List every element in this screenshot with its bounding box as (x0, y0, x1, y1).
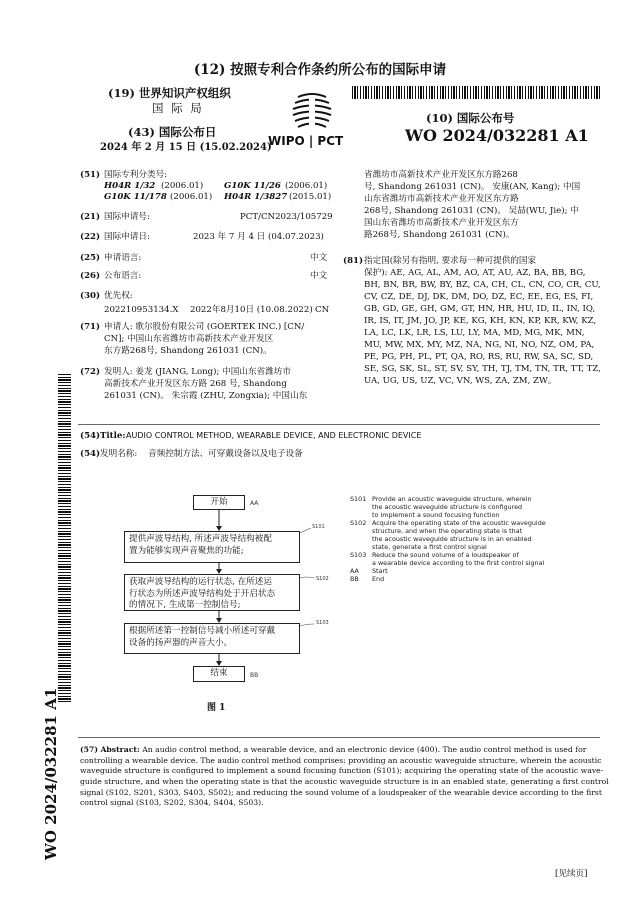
field-21-num: (21) (80, 212, 101, 222)
inventor-line: 261031 (CN)。 朱宗霞 (ZHU, Zongxia); 中国山东 (104, 391, 308, 401)
inventor-cont-line: 号, Shandong 261031 (CN)。 安康(AN, Kang); 中国 (364, 182, 581, 192)
legend-item (350, 519, 620, 551)
flow-step-text: 置为能够实现声音聚焦的功能; (129, 545, 244, 556)
ipc-version: (2006.01) (285, 181, 328, 191)
designated-states-line: LA, LC, LK, LR, LS, LU, LY, MA, MD, MG, MK, MN, (364, 328, 585, 338)
pub-date: 2024 年 2 月 15 日 (15.02.2024) (100, 142, 272, 153)
legend-text (372, 551, 544, 567)
designated-states-line: BH, BN, BR, BW, BY, BZ, CA, CH, CL, CN, CO, CR, CU, (364, 280, 601, 290)
designated-states-line: UA, UG, US, UZ, VC, VN, WS, ZA, ZM, ZW。 (364, 376, 557, 386)
pub-no-label: (10) 国际公布号 (426, 111, 515, 125)
priority-date: 2022年8月10日 (10.08.2022) (190, 305, 313, 315)
abstract-line: guide structure, and when the operating state is that the acoustic waveguide structure is in an enabled state, generating a first control (80, 776, 609, 786)
ipc-code: G10K 11/178 (104, 192, 167, 202)
title-en-num: (54) (80, 431, 101, 441)
legend-code: S102 (350, 519, 367, 527)
legend-code: S103 (350, 551, 367, 559)
field-26-label: 公布语言: (104, 271, 142, 281)
designated-states-line: SE, SG, SK, SL, ST, SV, SY, TH, TJ, TM, TN, TR, TT, TZ, (364, 364, 601, 374)
legend-item (350, 567, 620, 575)
priority-number: 202210953134.X (104, 305, 179, 315)
field-71-num: (71) (80, 322, 101, 332)
legend-line: structure, and when the operating state is that (372, 527, 523, 535)
ipc-code: G10K 11/26 (224, 181, 281, 191)
abstract-line: control signal (S103, S202, S304, S404, S503). (80, 798, 264, 808)
field-51-num: (51) (80, 170, 101, 180)
field-72-num: (72) (80, 367, 101, 377)
field-21-label: 国际申请号: (104, 212, 150, 222)
filing-language: 中文 (310, 253, 328, 263)
inventor-cont-line: 国山东省潍坊市高新技术产业开发区东方 (364, 218, 519, 228)
legend-line: Acquire the operating state of the acoustic waveguide (372, 519, 546, 527)
field-51-label: 国际专利分类号: (104, 170, 168, 180)
flow-step-text: 的情况下, 生成第一控制信号; (129, 600, 241, 611)
flow-step-text: 根据所述第一控制信号减小所述可穿戴 (129, 626, 276, 636)
flow-step-text: 行状态为所述声波导结构处于开启状态 (129, 588, 276, 599)
inventor-cont-line: 268号, Shandong 261031 (CN)。 吴喆(WU, Jie); 中 (364, 206, 579, 216)
legend-code: BB (350, 575, 359, 583)
priority-country: CN (315, 305, 330, 315)
ipc-code: H04R 1/32 (104, 181, 156, 191)
designated-states-line: GB, GD, GE, GH, GM, GT, HN, HR, HU, ID, IL, IN, IQ, (364, 304, 596, 314)
flow-end-tag: BB (250, 672, 259, 679)
legend-line: state, generate a first control signal (372, 543, 487, 551)
field-30-label: 优先权: (104, 291, 133, 301)
inventor-cont-line: 省潍坊市高新技术产业开发区东方路268 (364, 170, 518, 180)
application-number: PCT/CN2023/105729 (240, 212, 333, 222)
title-en: AUDIO CONTROL METHOD, WEARABLE DEVICE, AND ELECTRONIC DEVICE (126, 431, 422, 440)
abstract-line: waveguide structure is configured to implement a sound focusing function (S101); acquiring the operating state of the acoustic wave- (80, 766, 604, 776)
flow-tag-s101: S101 (312, 524, 325, 530)
legend-line: to implement a sound focusing function (372, 511, 500, 519)
field-22-label: 国际申请日: (104, 232, 150, 242)
divider (78, 737, 600, 738)
applicant-line: CN]; 中国山东省潍坊市高新技术产业开发区 (104, 334, 274, 344)
field-26-num: (26) (80, 271, 101, 281)
legend-code: S101 (350, 495, 367, 503)
legend-item (350, 575, 620, 583)
title-en-label: Title: (100, 431, 126, 441)
legend-line: Reduce the sound volume of a loudspeaker of (372, 551, 519, 559)
abstract-num: (57) (80, 745, 98, 754)
inventor-cont-line: 山东省潍坊市高新技术产业开发区东方路 (364, 194, 519, 204)
designated-states-label: 指定国(除另有指明, 要求每一种可提供的国家 (364, 256, 537, 266)
designated-states-line: CV, CZ, DE, DJ, DK, DM, DO, DZ, EC, EE, EG, ES, FI, (364, 292, 594, 302)
designated-states-line: PE, PG, PH, PL, PT, QA, RO, RS, RU, RW, SA, SC, SD, (364, 352, 594, 362)
abstract-text: An audio control method, a wearable device, and an electronic device (400). The audio control method is used for (142, 745, 587, 754)
field-30-num: (30) (80, 291, 101, 301)
inventor-line: 高新技术产业开发区东方路 268 号, Shandong (104, 379, 287, 389)
flow-step-text: 提供声波导结构, 所述声波导结构被配 (129, 534, 272, 544)
org-name: (19) 世界知识产权组织 (108, 86, 231, 100)
designated-states-line: IR, IS, IT, JM, JO, JP, KE, KG, KH, KN, KP, KR, KW, KZ, (364, 316, 597, 326)
field-22-num: (22) (80, 232, 101, 242)
figure-legend (350, 495, 620, 583)
ipc-version: (2006.01) (170, 192, 213, 202)
flow-step-text: 获取声波导结构的运行状态, 在所述运 (129, 577, 272, 587)
legend-item (350, 495, 620, 519)
field-25-num: (25) (80, 253, 101, 263)
vertical-pub-number: WO 2024/032281 A1 (42, 687, 60, 860)
flow-tag-s102: S102 (316, 576, 329, 582)
document-title: (12) 按照专利合作条约所公布的国际申请 (193, 62, 447, 78)
title-cn-label: 发明名称: (100, 449, 138, 459)
org-bureau: 国 际 局 (152, 101, 204, 115)
inventor-cont-line: 路268号, Shandong 261031 (CN)。 (364, 230, 515, 240)
legend-text: End (372, 575, 385, 583)
applicant-line: 申请人: 歌尔股份有限公司 (GOERTEK INC.) [CN/ (104, 322, 305, 332)
legend-item (350, 551, 620, 567)
title-cn-num: (54) (80, 449, 101, 459)
flow-end: 结束 (193, 666, 245, 682)
abstract-line (80, 745, 602, 756)
field-25-label: 申请语言: (104, 253, 142, 263)
inventor-line: 发明人: 姜龙 (JIANG, Long); 中国山东省潍坊市 (104, 367, 291, 377)
flow-start: 开始 (193, 495, 245, 510)
flow-tag-s103: S103 (316, 620, 329, 626)
continued-page-note: [见续页] (555, 869, 588, 879)
abstract-line: signal (S102, S201, S303, S403, S502); and reducing the sound volume of a loudspeaker of the wearable device according to the first (80, 787, 602, 797)
applicant-line: 东方路268号, Shandong 261031 (CN)。 (104, 346, 272, 356)
designated-states-line: 保护): AE, AG, AL, AM, AO, AT, AU, AZ, BA, BB, BG, (364, 268, 586, 278)
publication-language: 中文 (310, 271, 328, 281)
pub-date-label: (43) 国际公布日 (128, 125, 217, 139)
flow-step-s101 (124, 531, 300, 563)
ipc-version: (2006.01) (161, 181, 204, 191)
legend-text: Start (372, 567, 388, 575)
legend-code: AA (350, 567, 359, 575)
abstract-line: controlling a wearable device. The audio control method comprises: providing an acoustic waveguide structure, wherein the acoustic (80, 755, 602, 765)
figure-label: 图 1 (207, 703, 226, 713)
abstract (80, 745, 609, 809)
ipc-code: H04R 1/3827 (224, 192, 288, 202)
legend-line: the acoustic waveguide structure is in an enabled (372, 535, 532, 543)
flow-step-s102 (124, 574, 300, 611)
abstract-label: Abstract: (100, 745, 140, 754)
ipc-version: (2015.01) (289, 192, 332, 202)
legend-text (372, 519, 546, 551)
legend-line: Provide an acoustic waveguide structure, wherein (372, 495, 532, 503)
pub-number: WO 2024/032281 A1 (405, 126, 589, 145)
legend-line: a wearable device according to the first control signal (372, 559, 545, 567)
field-81-num: (81) (343, 256, 364, 266)
designated-states-line: MU, MW, MX, MY, MZ, NA, NG, NI, NO, NZ, OM, PA, (364, 340, 595, 350)
flow-step-text: 设备的扬声器的声音大小。 (129, 637, 233, 648)
legend-text (372, 495, 532, 519)
filing-date: 2023 年 7 月 4 日 (04.07.2023) (193, 232, 324, 242)
flow-start-tag: AA (250, 500, 259, 507)
flow-step-s103 (124, 623, 300, 654)
legend-line: the acoustic waveguide structure is configured (372, 503, 523, 511)
title-cn: 音频控制方法、可穿戴设备以及电子设备 (148, 449, 303, 459)
wipo-logo-text: WIPO | PCT (268, 134, 344, 148)
